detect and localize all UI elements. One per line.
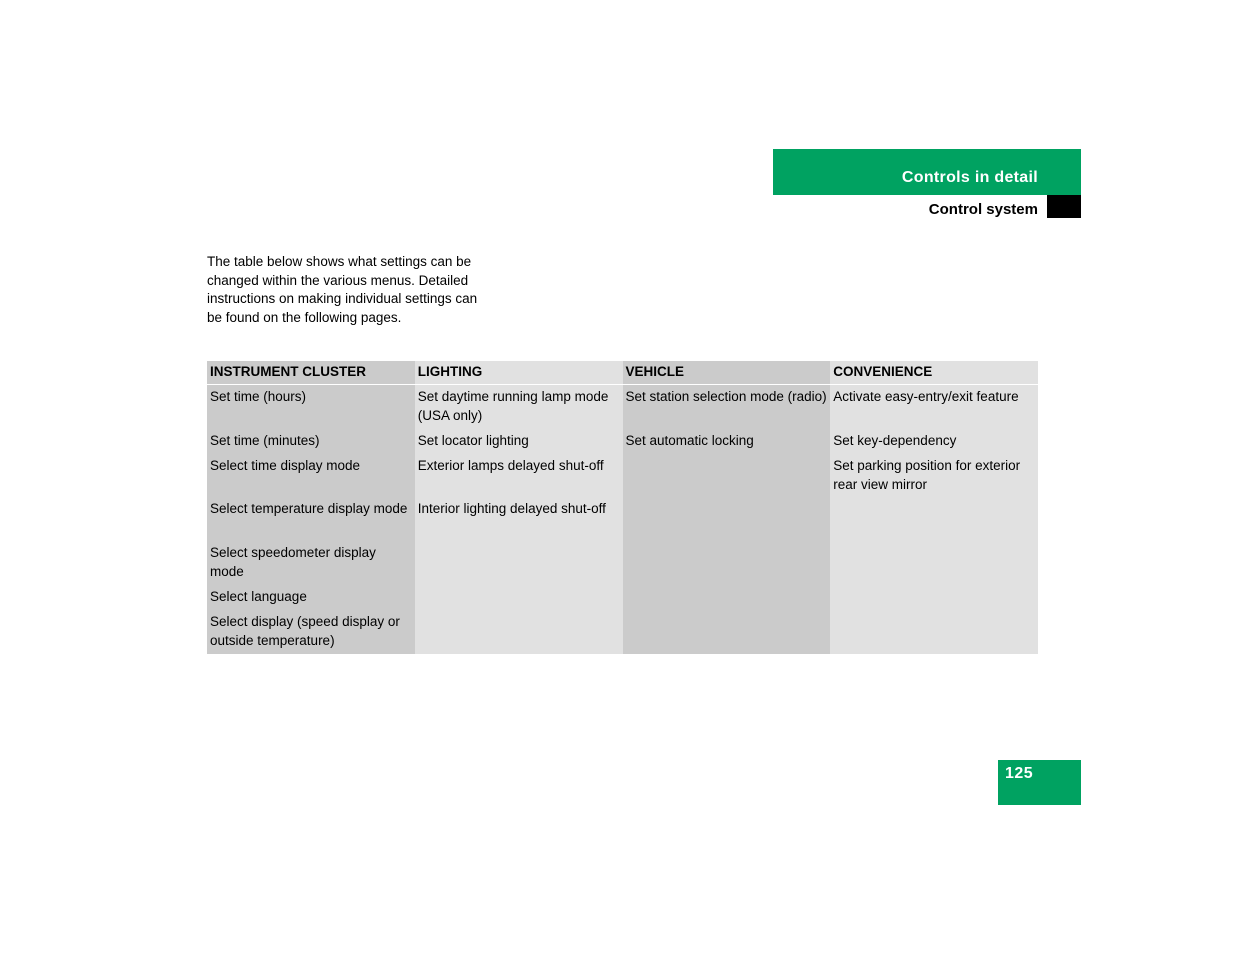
intro-paragraph: The table below shows what settings can be changed within the various menus. Detailed instructions on making individual settings can be found on the following pages. [207, 254, 478, 325]
table-cell: Set key-dependency [833, 433, 957, 448]
section-marker [1047, 195, 1081, 218]
table-cell: Set automatic locking [625, 433, 754, 448]
settings-table [207, 361, 1038, 654]
column-header: VEHICLE [623, 361, 831, 385]
table-cell: Select language [210, 589, 307, 604]
section-header-bar [773, 149, 1081, 195]
table-cell: Set locator lighting [417, 433, 529, 448]
table-cell: Set time (minutes) [210, 433, 320, 448]
table-cell: Interior lighting delayed shut-off [417, 501, 606, 516]
column-header: INSTRUMENT CLUSTER [207, 361, 415, 385]
table-cell: Select display (speed display or outside temperature) [210, 614, 400, 648]
table-cell: Set parking position for exterior rear view mirror [833, 458, 1021, 492]
table-cell: Set daytime running lamp mode (USA only) [417, 389, 609, 423]
table-cell: Activate easy-entry/exit feature [833, 389, 1019, 404]
table-cell: Select time display mode [210, 458, 361, 473]
column-instrument-cluster [207, 361, 415, 654]
column-vehicle [623, 361, 831, 654]
table-cell: Select temperature display mode [210, 501, 408, 516]
page-number: 125 [1005, 765, 1034, 782]
page-number-tab [998, 760, 1081, 805]
column-lighting [415, 361, 623, 654]
subsection-header [773, 195, 1081, 218]
section-title: Controls in detail [901, 169, 1038, 186]
table-cell: Select speedometer display mode [210, 545, 376, 579]
subsection-title: Control system [928, 201, 1038, 218]
table-cell: Set time (hours) [210, 389, 307, 404]
table-cell: Set station selection mode (radio) [625, 389, 827, 404]
column-header: LIGHTING [415, 361, 623, 385]
table-cell: Exterior lamps delayed shut-off [417, 458, 604, 473]
column-convenience [830, 361, 1038, 654]
column-header: CONVENIENCE [830, 361, 1038, 385]
